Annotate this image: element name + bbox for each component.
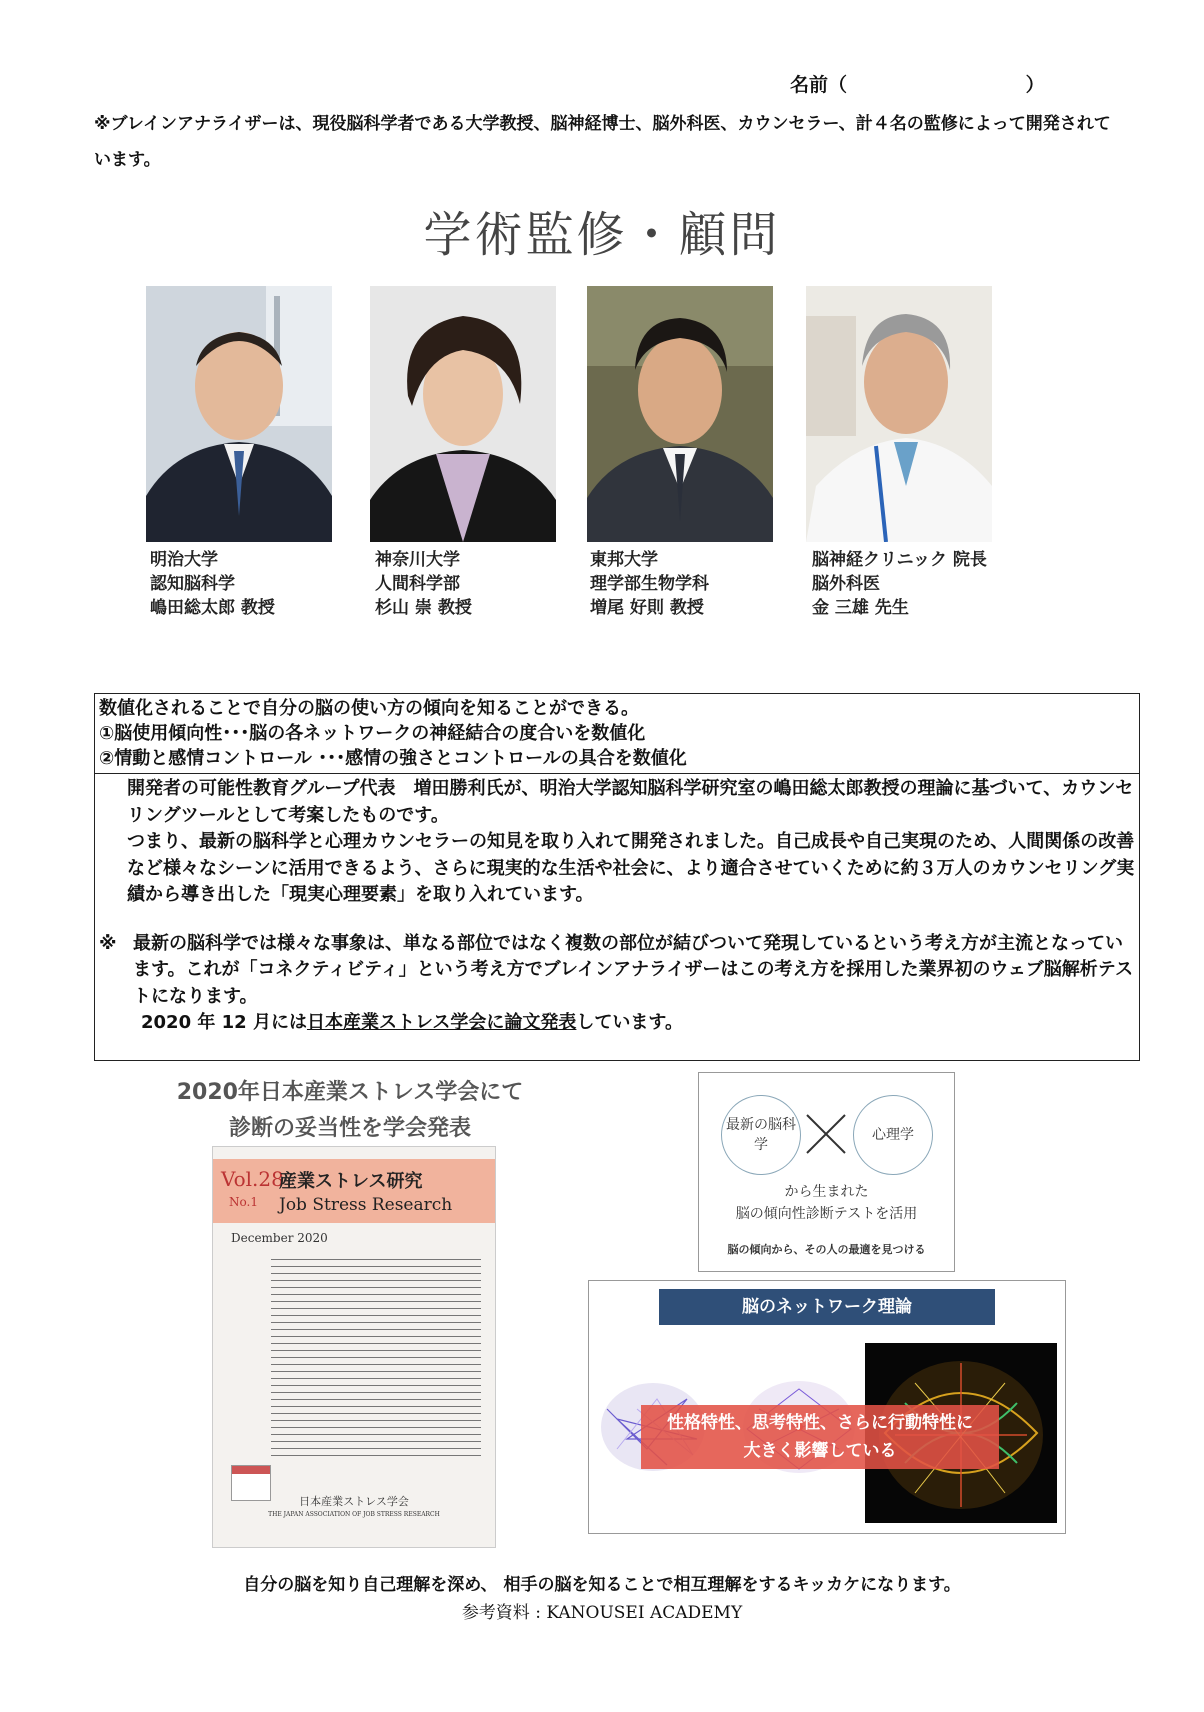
section-title: 学術監修・顧問 [423,207,781,263]
journal-publisher-en: THE JAPAN ASSOCIATION OF JOB STRESS RESEARCH [268,1511,440,1518]
advisor-department: 認知脳科学 [150,574,235,594]
psychology-circle: 心理学 [853,1095,933,1175]
banner-line-1: 性格特性、思考特性、さらに行動特性に [667,1413,973,1433]
footer-message: 自分の脳を知り自己理解を深め、 相手の脳を知ることで相互理解をするキッカケになります。 [243,1575,961,1595]
intro-text: ※ブレインアナライザーは、現役脳科学者である大学教授、脳神経博士、脳外科医、カウンセラー、計４名の監修によって開発されています。 [94,114,1111,170]
journal-title-jp: 産業ストレス研究 [279,1171,423,1192]
advisor-caption-4 [812,548,987,620]
advisor-caption-1 [150,548,275,620]
advisor-name: 金 三雄 先生 [812,598,909,618]
advisor-affiliation: 明治大学 [150,550,218,570]
journal-cover [212,1146,496,1548]
publication-prefix: 2020 年 12 月には [141,1012,307,1033]
advisor-affiliation: 東邦大学 [590,550,658,570]
publication-line [133,1010,1135,1037]
journal-volume: Vol.28 [221,1167,284,1191]
detail-section [95,774,1139,1037]
footer-source: 参考資料 : KANOUSEI ACADEMY [461,1603,743,1623]
advisor-department: 人間科学部 [375,574,460,594]
journal-title-band [213,1159,495,1223]
name-close: ） [1025,74,1045,96]
advisor-photo-2 [370,286,556,542]
note-body [133,931,1135,1037]
note-mark: ※ [99,932,117,954]
journal-publisher: 日本産業ストレス学会 [299,1495,409,1508]
brain-science-circle: 最新の脳科学 [721,1095,801,1175]
advisor-caption-3 [590,548,709,620]
journal-toc [271,1259,481,1462]
description-box [94,693,1140,1061]
advisor-department: 脳外科医 [812,574,880,594]
panel-tagline: 脳の傾向から、その人の最適を見つける [727,1243,926,1256]
advisor-name: 増尾 好則 教授 [590,598,704,618]
advisor-name: 杉山 崇 教授 [375,598,472,618]
publication-suffix: しています。 [576,1012,683,1033]
note-text: 最新の脳科学では様々な事象は、単なる部位ではなく複数の部位が結びついて発現しているという考え方が主流となっています。これが「コネクティビティ」という考え方でブレインアナライザーはこの考え方を採用した業界初のウェブ脳解析テストになります。 [133,932,1134,1007]
name-field[interactable] [790,70,1045,97]
portrait-4-image [806,286,992,542]
banner-line-2: 大きく影響している [743,1441,897,1461]
network-theory-title: 脳のネットワーク理論 [659,1289,995,1325]
panel-line-1: から生まれた [784,1184,869,1200]
advisor-department: 理学部生物学科 [590,574,709,594]
note [99,931,1135,1037]
name-label: 名前（ [790,74,848,96]
conference-heading-line1: 2020年日本産業ストレス学会にて [176,1080,524,1105]
panel-line-2: 脳の傾向性診断テストを活用 [735,1206,918,1222]
advisor-affiliation: 脳神経クリニック 院長 [812,550,987,570]
advisor-photo-4 [806,286,992,542]
summary-section [95,694,1139,774]
journal-title-en: Job Stress Research [279,1195,453,1215]
conference-heading-line2: 診断の妥当性を学会発表 [228,1116,471,1141]
publication-link: 日本産業ストレス学会に論文発表 [306,1012,577,1033]
paragraph-2: つまり、最新の脳科学と心理カウンセラーの知見を取り入れて開発されました。自己成長や自己実現のため、人間関係の改善など様々なシーンに活用できるよう、さらに現実的な生活や社会に、より適合させていくために約３万人のカウンセリング実績から導き出した「現実心理要素」を取り入れています。 [127,831,1135,905]
portrait-2-image [370,286,556,542]
portrait-3-image [587,286,773,542]
advisor-affiliation: 神奈川大学 [375,550,460,570]
portrait-1-image [146,286,332,542]
summary-text: 数値化されることで自分の脳の使い方の傾向を知ることができる。 [99,698,639,719]
journal-number: No.1 [229,1195,258,1209]
advisor-caption-2 [375,548,472,620]
paragraph-1-text: 開発者の可能性教育グループ代表 増田勝利氏が、明治大学認知脳科学研究室の嶋田総太郎教授の理論に基づいて、カウンセリングツールとして考案したものです。 [127,778,1134,826]
journal-date: December 2020 [231,1231,328,1245]
advisor-name: 嶋田総太郎 教授 [150,598,275,618]
point-1-text: ①脳使用傾向性･･･脳の各ネットワークの神経結合の度合いを数値化 [99,723,646,744]
cross-icon [803,1111,849,1157]
point-2-text: ②情動と感情コントロール ･･･感情の強さとコントロールの具合を数値化 [99,748,687,769]
network-theory-banner [641,1405,999,1469]
network-theory-panel [588,1280,1066,1534]
paragraph-1 [99,776,1135,829]
advisor-photo-1 [146,286,332,542]
advisor-photo-3 [587,286,773,542]
conference-heading [140,1075,560,1147]
brain-science-panel [698,1072,955,1272]
